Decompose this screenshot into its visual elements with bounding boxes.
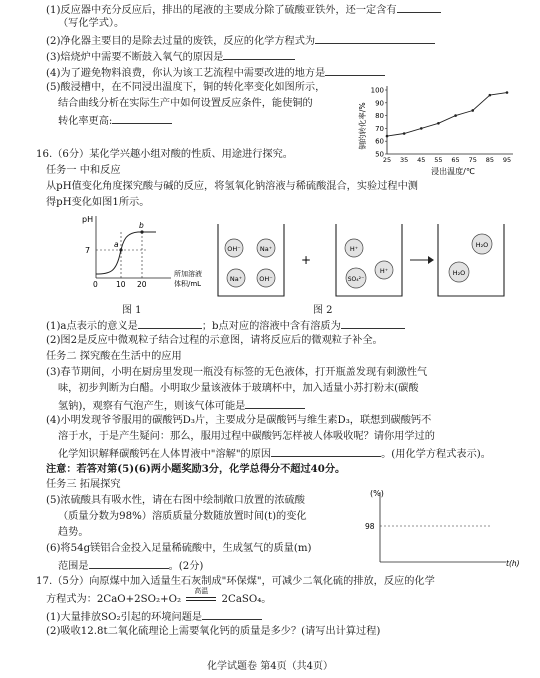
- q15-s2-blank[interactable]: [315, 33, 435, 44]
- conversion-xtick-label: 45: [417, 156, 426, 164]
- q15-s3-text: (3)焙烧炉中需要不断鼓入氧气的原因是: [46, 52, 224, 63]
- ion-h-2: H⁺: [379, 267, 389, 275]
- fig1-xlabel-1: 所加溶液: [174, 270, 202, 278]
- q16-s4-text-3: 化学知识解释碳酸钙在人体胃液中"溶解"的原因: [58, 449, 272, 460]
- q16-heading: 16.（6分）某化学兴趣小组对酸的性质、用途进行探究。: [36, 149, 293, 160]
- q16-task3-title: 任务三 拓展探究: [46, 479, 121, 490]
- q16-s6-text-1: (6)将54g镁铝合金投入足量稀硫酸中，生成氢气的质量(m): [46, 543, 312, 554]
- conversion-data-point: [489, 94, 492, 97]
- q17-s1-text: (1)大量排放SO₂引起的环境问题是: [46, 612, 203, 623]
- q15-s1-blank[interactable]: [397, 2, 441, 13]
- conversion-ytick-label: 90: [375, 99, 384, 108]
- q16-s6-text-2: 范围是: [58, 561, 89, 572]
- q16-s1-blank-a[interactable]: [138, 318, 202, 329]
- q16-s2-text: (2)图2是反应中微观粒子结合过程的示意图，请将反应后的微观粒子补全。: [46, 335, 383, 346]
- q16-s4-text-4: 。(用化学方程式表示)。: [381, 449, 491, 460]
- equals-with-condition: [184, 587, 218, 607]
- fig1-point-b-label: b: [139, 221, 144, 230]
- ion-h-1: H⁺: [349, 245, 359, 253]
- small-plot-ylabel: (%): [370, 489, 384, 498]
- fig1-xtick-0: 0: [93, 280, 98, 289]
- q16-s4-text-1: (4)小明发现爷爷服用的碳酸钙D₃片，主要成分是碳酸钙与维生素D₃，联想到碳酸钙不: [46, 415, 432, 426]
- fig1-ylabel: pH: [82, 215, 94, 224]
- q16-s3-text-1: (3)春节期间，小明在厨房里发现一瓶没有标签的无色液体，打开瓶盖发现有刺激性气: [46, 367, 428, 378]
- conversion-data-point: [420, 127, 423, 130]
- conversion-xtick-label: 95: [502, 156, 512, 164]
- q17-equation-pre: 方程式为：2CaO+2SO₂+O₂: [46, 594, 182, 605]
- q15-s1-text: (1)反应器中充分反应后，排出的尾液的主要成分除了硫酸亚铁外，还一定含有: [46, 5, 397, 16]
- q16-intro-2: 得pH变化如图1所示。: [46, 197, 150, 208]
- q16-s3-text-2: 味，初步判断为白醋。小明取少量该液体于玻璃杯中，加入适量小苏打粉末(碳酸: [58, 383, 419, 394]
- conversion-xtick-label: 35: [400, 156, 409, 164]
- q15-s5-text-3: 转化率更高:: [58, 116, 113, 127]
- q17-s2-text: (2)吸收12.8t二氧化硫理论上需要氧化钙的质量是多少？(请写出计算过程): [46, 626, 381, 637]
- q16-bonus-note: 注意：若答对第(5)(6)两小题奖励3分，化学总得分不超过40分。: [46, 463, 346, 475]
- molecule-h2o-2: H₂O: [452, 269, 466, 277]
- conversion-ytick-label: 100: [370, 86, 384, 95]
- beaker-2-ions: [345, 239, 393, 288]
- q16-s4-blank[interactable]: [271, 446, 381, 457]
- q15-s5-text-1: (5)酸浸槽中，在不同浸出温度下，铜的转化率变化如图所示，: [46, 82, 326, 93]
- q16-intro-1: 从pH值变化角度探究酸与碱的反应，将氢氧化钠溶液与稀硫酸混合，实验过程中测: [46, 181, 418, 192]
- fig1-xlabel-2: 体积/mL: [174, 280, 202, 288]
- ion-oh-1: OH⁻: [227, 245, 241, 253]
- q16-s5-text-1: (5)浓硫酸具有吸水性，请在右图中绘制敞口放置的浓硫酸: [46, 495, 305, 506]
- conversion-chart-ylabel: 铜的转化率/%: [358, 102, 367, 150]
- q17-s1-blank[interactable]: [202, 609, 262, 620]
- q16-s5-text-3: 趋势。: [58, 527, 89, 538]
- small-plot-98-label: 98: [365, 522, 375, 531]
- q15-s4-text: (4)为了避免物料浪费，你认为该工艺流程中需要改进的地方是: [46, 68, 326, 79]
- q16-task1-title: 任务一 中和反应: [46, 165, 121, 176]
- ion-oh-2: OH⁻: [259, 275, 273, 283]
- q15-s5-blank[interactable]: [112, 113, 172, 124]
- point-a: [119, 248, 122, 251]
- q16-s1-blank-b[interactable]: [341, 318, 405, 329]
- q16-s6-text-3: 。(2分): [168, 561, 204, 572]
- ph-curve-line: [96, 232, 156, 274]
- q16-s1-text-b: ；b点对应的溶液中含有溶质为: [201, 321, 341, 332]
- conversion-ytick-label: 80: [375, 112, 384, 121]
- q15-s1-suffix: （写化学式）。: [58, 18, 125, 29]
- conversion-xtick-label: 25: [382, 156, 392, 164]
- conversion-data-point: [506, 91, 509, 94]
- q16-s3-text-3: 氢钠)，观察有气泡产生，则该气体可能是: [58, 401, 246, 412]
- conversion-xtick-label: 75: [468, 156, 477, 164]
- eq-condition: 高温: [194, 587, 209, 595]
- molecule-h2o-1: H₂O: [475, 241, 489, 249]
- conversion-data-point: [386, 135, 389, 138]
- ion-so4: SO₄²⁻: [347, 276, 365, 283]
- conversion-data-point: [437, 122, 440, 125]
- q17-equation-post: 2CaSO₄。: [221, 594, 272, 605]
- q15-s5-text-2: 结合曲线分析在实际生产中如何设置反应条件，能使铜的: [58, 98, 313, 109]
- fig1-xtick-20: 20: [137, 280, 147, 289]
- reaction-arrow-icon: [410, 256, 434, 264]
- point-b: [140, 230, 143, 233]
- conversion-ytick-label: 60: [375, 137, 384, 146]
- q15-s2-text: (2)净化器主要目的是除去过量的废铁，反应的化学方程式为: [46, 36, 316, 47]
- conversion-xtick-label: 85: [485, 156, 494, 164]
- ion-na-2: Na⁺: [229, 275, 243, 283]
- figure-2-caption: 图 2: [313, 305, 333, 316]
- conversion-rate-line: [387, 93, 507, 137]
- fig1-point-a-label: a: [114, 240, 119, 249]
- q16-s6-blank[interactable]: [89, 558, 169, 569]
- conversion-data-point: [471, 109, 474, 112]
- figure-2-particles: [214, 222, 514, 300]
- fig1-y7-label: 7: [85, 246, 91, 255]
- plus-sign: +: [300, 253, 312, 267]
- ion-na-1: Na⁺: [259, 245, 273, 253]
- figure-1-ph-curve: [76, 212, 206, 298]
- q16-task2-title: 任务二 探究酸在生活中的应用: [46, 351, 182, 362]
- q16-s5-text-2: （质量分数为98%）溶质质量分数随放置时间(t)的变化: [58, 511, 307, 522]
- conversion-data-point: [403, 132, 406, 135]
- q16-s1-text: (1)a点表示的意义是: [46, 321, 138, 332]
- conversion-xtick-label: 65: [451, 156, 460, 164]
- conversion-ytick-label: 50: [375, 150, 384, 159]
- conversion-chart-xlabel: 浸出温度/℃: [431, 167, 475, 176]
- fig1-xtick-10: 10: [116, 280, 126, 289]
- page-footer: 化学试题卷 第4页（共4页）: [207, 661, 333, 672]
- q16-s4-text-2: 溶于水，于是产生疑问：那么，服用过程中碳酸钙怎样被人体吸收呢？请你用学过的: [58, 431, 435, 442]
- conversion-xtick-label: 55: [434, 156, 443, 164]
- q17-heading: 17.（5分）向原煤中加入适量生石灰制成"环保煤"，可减少二氧化硫的排放，反应的化学: [36, 576, 435, 587]
- conversion-ytick-label: 70: [375, 124, 384, 133]
- conversion-data-point: [454, 114, 457, 117]
- q15-s3-blank[interactable]: [223, 49, 295, 60]
- q15-s4-blank[interactable]: [325, 65, 385, 76]
- conversion-rate-chart: [355, 80, 535, 178]
- beaker-3-molecules: [449, 234, 492, 282]
- figure-1-caption: 图 1: [122, 305, 142, 316]
- beaker-1-ions: [225, 239, 275, 287]
- small-plot-xlabel: t(h): [506, 559, 520, 568]
- concentration-drawing-area[interactable]: [360, 486, 525, 574]
- q16-s3-blank[interactable]: [245, 398, 305, 409]
